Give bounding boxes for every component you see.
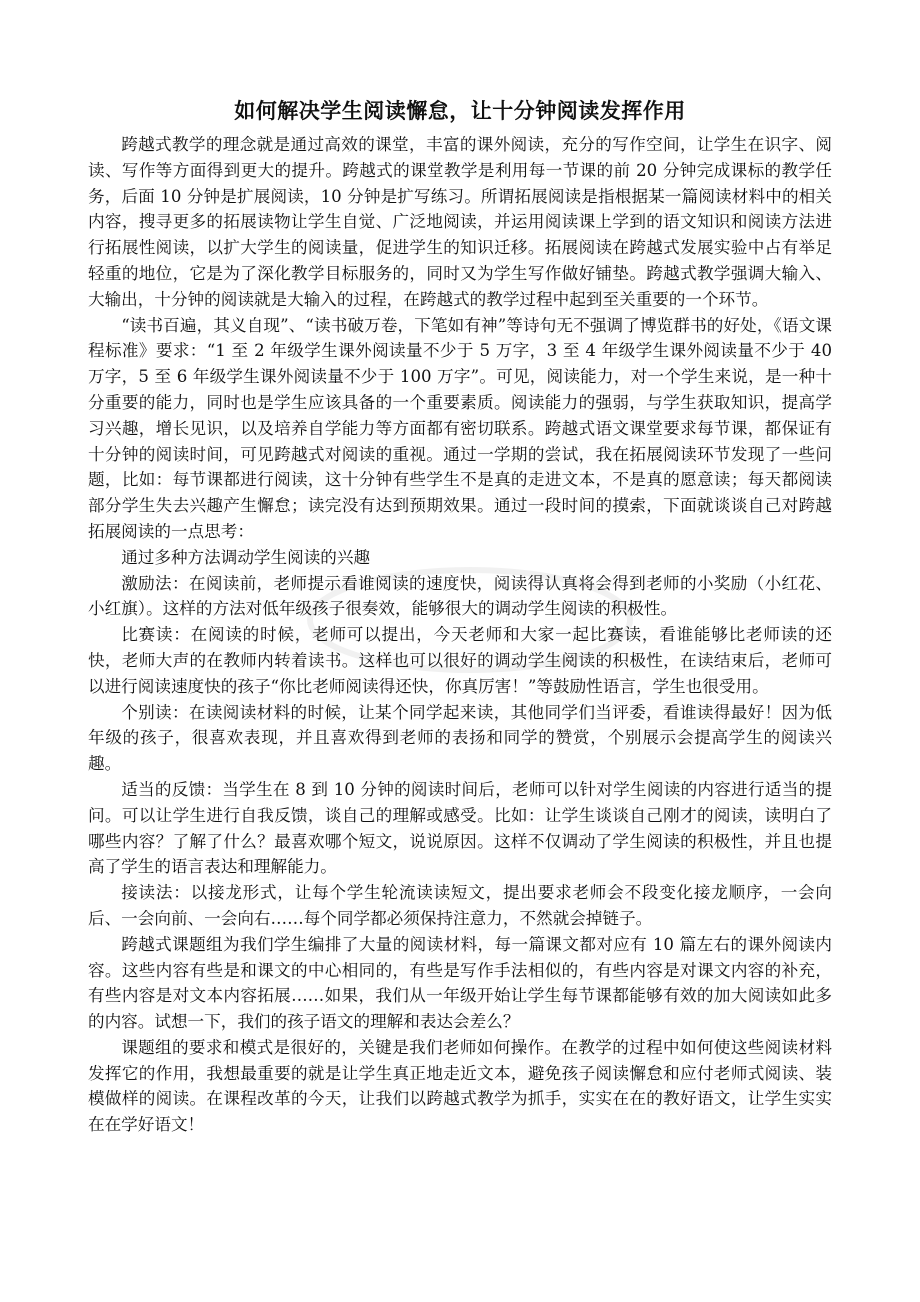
method-feedback: 适当的反馈：当学生在 8 到 10 分钟的阅读时间后，老师可以针对学生阅读的内容进行适当的提问。可以让学生进行自我反馈，谈自己的理解或感受。比如：让学生谈谈自己刚才的阅读，读明白了哪些内容？了解了什么？最喜欢哪个短文，说说原因。这样不仅调动了学生阅读的积极性，并且也提高了学生的语言表达和理解能力。 [88, 779, 832, 877]
paragraph-materials: 跨越式课题组为我们学生编排了大量的阅读材料，每一篇课文都对应有 10 篇左右的课外阅读内容。这些内容有些是和课文的中心相同的，有些是写作手法相似的，有些内容是对课文内容的补充，有些内容是对文本内容拓展……如果，我们从一年级开始让学生每节课都能够有效的加大阅读如此多的内容。试想一下，我们的孩子语文的理解和表达会差么？ [88, 934, 832, 1032]
paragraph-intro: 跨越式教学的理念就是通过高效的课堂，丰富的课外阅读，充分的写作空间，让学生在识字、阅读、写作等方面得到更大的提升。跨越式的课堂教学是利用每一节课的前 20 分钟完成课标的教学任务，后面 10 分钟是扩展阅读，10 分钟是扩写练习。所谓拓展阅读是指根据某一篇阅读材料中的相关内容，搜寻更多的拓展读物让学生自觉、广泛地阅读，并运用阅读课上学到的语文知识和阅读方法进行拓展性阅读，以扩大学生的阅读量，促进学生的知识迁移。拓展阅读在跨越式发展实验中占有举足轻重的地位，它是为了深化教学目标服务的，同时又为学生写作做好铺垫。跨越式教学强调大输入、大输出，十分钟的阅读就是大输入的过程，在跨越式的教学过程中起到至关重要的一个环节。 [88, 135, 832, 309]
section-heading: 通过多种方法调动学生阅读的兴趣 [121, 547, 371, 567]
paragraph-conclusion: 课题组的要求和模式是很好的，关键是我们老师如何操作。在教学的过程中如何使这些阅读材料发挥它的作用，我想最重要的就是让学生真正地走近文本，避免孩子阅读懈怠和应付老师式阅读、装模做样的阅读。在课程改革的今天，让我们以跨越式教学为抓手，实实在在的教好语文，让学生实实在在学好语文！ [88, 1037, 832, 1135]
method-relay-reading: 接读法：以接龙形式，让每个学生轮流读读短文，提出要求老师会不段变化接龙顺序，一会向后、一会向前、一会向右……每个同学都必须保持注意力，不然就会掉链子。 [88, 883, 832, 928]
method-encouragement: 激励法：在阅读前，老师提示看谁阅读的速度快，阅读得认真将会得到老师的小奖励（小红花、小红旗）。这样的方法对低年级孩子很奏效，能够很大的调动学生阅读的积极性。 [88, 573, 832, 619]
document-title: 如何解决学生阅读懈怠，让十分钟阅读发挥作用 [234, 98, 686, 123]
paragraph-reading-importance: “读书百遍，其义自现”、“读书破万卷，下笔如有神”等诗句无不强调了博览群书的好处，《语文课程标准》要求：“1 至 2 年级学生课外阅读量不少于 5 万字，3 至 4 年级学生课外阅读量不少于 40 万字，5 至 6 年级学生课外阅读量不少于 100 万字”。可见，阅读能力，对一个学生来说，是一种十分重要的能力，同时也是学生应该具备的一个重要素质。阅读能力的强弱，与学生获取知识，提高学习兴趣，增长见识，以及培养自学能力等方面都有密切联系。跨越式语文课堂要求每节课，都保证有十分钟的阅读时间，可见跨越式对阅读的重视。通过一学期的尝试，我在拓展阅读环节发现了一些问题，比如：每节课都进行阅读，这十分钟有些学生不是真的走进文本，不是真的愿意读；每天都阅读部分学生失去兴趣产生懈怠；读完没有达到预期效果。通过一段时间的摸索，下面就谈谈自己对跨越拓展阅读的一点思考： [88, 315, 832, 541]
method-competition-reading: 比赛读：在阅读的时候，老师可以提出，今天老师和大家一起比赛读，看谁能够比老师读的还快，老师大声的在教师内转着读书。这样也可以很好的调动学生阅读的积极性，在读结束后，老师可以进行阅读速度快的孩子“你比老师阅读得还快，你真厉害！”等鼓励性语言，学生也很受用。 [88, 625, 832, 696]
method-individual-reading: 个别读：在读阅读材料的时候，让某个同学起来读，其他同学们当评委，看谁读得最好！因为低年级的孩子，很喜欢表现，并且喜欢得到老师的表扬和同学的赞赏，个别展示会提高学生的阅读兴趣。 [88, 702, 832, 774]
